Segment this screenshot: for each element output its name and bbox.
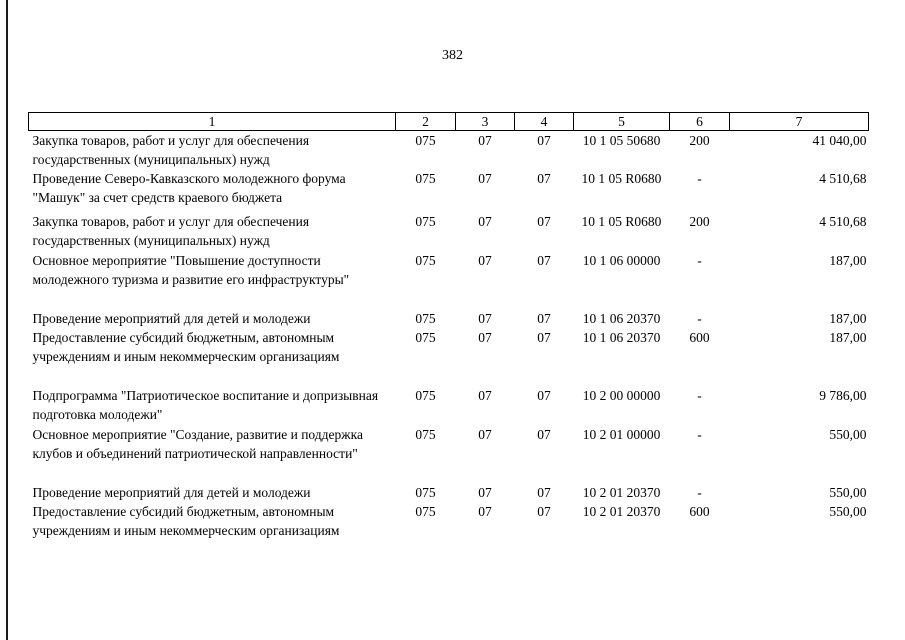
row-vr: - <box>697 388 702 403</box>
row-name: Предоставление субсидий бюджетным, автономным учреждениям и иным некоммерческим организациям <box>32 504 340 538</box>
row-ved: 075 <box>415 253 436 268</box>
row-name: Проведение Северо-Кавказского молодежного форума "Машук" за счет средств краевого бюджета <box>32 171 346 205</box>
row-sum: 187,00 <box>829 330 867 345</box>
row-vr: - <box>697 427 702 442</box>
row-rz: 07 <box>478 504 492 519</box>
table-row <box>29 251 869 309</box>
row-ved: 075 <box>415 214 436 229</box>
row-ved: 075 <box>415 133 436 148</box>
column-header-6: 6 <box>670 113 730 131</box>
column-header-4: 4 <box>515 113 574 131</box>
row-rz: 07 <box>478 253 492 268</box>
row-ved: 075 <box>415 388 436 403</box>
column-header-1: 1 <box>29 113 396 131</box>
row-csr: 10 1 06 00000 <box>582 253 661 268</box>
header-row <box>29 113 869 131</box>
row-name: Закупка товаров, работ и услуг для обеспечения государственных (муниципальных) нужд <box>32 133 310 167</box>
row-ved: 075 <box>415 330 436 345</box>
table-row <box>29 328 869 386</box>
row-sum: 187,00 <box>829 311 867 326</box>
row-sum: 41 040,00 <box>812 133 867 148</box>
row-rz: 07 <box>478 485 492 500</box>
column-header-5: 5 <box>574 113 670 131</box>
row-pr: 07 <box>537 133 551 148</box>
table-row <box>29 169 869 212</box>
row-sum: 187,00 <box>829 253 867 268</box>
table-row <box>29 309 869 328</box>
row-csr: 10 1 05 R0680 <box>581 171 662 186</box>
table-row <box>29 386 869 425</box>
row-csr: 10 1 05 50680 <box>582 133 661 148</box>
row-pr: 07 <box>537 504 551 519</box>
row-rz: 07 <box>478 214 492 229</box>
row-ved: 075 <box>415 504 436 519</box>
table-row <box>29 502 869 540</box>
row-name: Предоставление субсидий бюджетным, автономным учреждениям и иным некоммерческим организациям <box>32 330 340 364</box>
row-sum: 550,00 <box>829 504 867 519</box>
table-row <box>29 425 869 483</box>
row-vr: - <box>697 171 702 186</box>
row-rz: 07 <box>478 388 492 403</box>
row-rz: 07 <box>478 330 492 345</box>
row-rz: 07 <box>478 171 492 186</box>
page-number: 382 <box>442 48 463 63</box>
row-csr: 10 1 06 20370 <box>582 330 661 345</box>
row-sum: 550,00 <box>829 485 867 500</box>
row-csr: 10 2 01 20370 <box>582 504 661 519</box>
row-pr: 07 <box>537 330 551 345</box>
row-sum: 4 510,68 <box>819 214 867 229</box>
row-vr: - <box>697 485 702 500</box>
row-rz: 07 <box>478 427 492 442</box>
row-vr: - <box>697 311 702 326</box>
row-pr: 07 <box>537 485 551 500</box>
column-header-3: 3 <box>456 113 515 131</box>
row-ved: 075 <box>415 427 436 442</box>
row-csr: 10 2 00 00000 <box>582 388 661 403</box>
row-sum: 550,00 <box>829 427 867 442</box>
row-vr: 600 <box>689 504 710 519</box>
row-pr: 07 <box>537 388 551 403</box>
row-sum: 4 510,68 <box>819 171 867 186</box>
row-csr: 10 2 01 20370 <box>582 485 661 500</box>
row-pr: 07 <box>537 214 551 229</box>
row-name: Закупка товаров, работ и услуг для обеспечения государственных (муниципальных) нужд <box>32 214 310 248</box>
row-pr: 07 <box>537 427 551 442</box>
table-row <box>29 131 869 170</box>
budget-table <box>28 112 869 540</box>
table-row <box>29 212 869 251</box>
row-ved: 075 <box>415 171 436 186</box>
row-pr: 07 <box>537 311 551 326</box>
row-ved: 075 <box>415 485 436 500</box>
row-name: Основное мероприятие "Повышение доступности молодежного туризма и развитие его инфраструктуры" <box>32 253 350 287</box>
row-vr: 200 <box>689 133 710 148</box>
row-vr: 600 <box>689 330 710 345</box>
table-row <box>29 483 869 502</box>
row-pr: 07 <box>537 253 551 268</box>
row-name: Основное мероприятие "Создание, развитие и поддержка клубов и объединений патриотической направленности" <box>32 427 363 461</box>
row-rz: 07 <box>478 133 492 148</box>
row-sum: 9 786,00 <box>819 388 867 403</box>
row-name: Проведение мероприятий для детей и молодежи <box>32 311 311 326</box>
row-csr: 10 2 01 00000 <box>582 427 661 442</box>
row-vr: 200 <box>689 214 710 229</box>
row-csr: 10 1 06 20370 <box>582 311 661 326</box>
row-vr: - <box>697 253 702 268</box>
row-pr: 07 <box>537 171 551 186</box>
row-name: Подпрограмма "Патриотическое воспитание и допризывная подготовка молодежи" <box>32 388 379 422</box>
row-rz: 07 <box>478 311 492 326</box>
column-header-2: 2 <box>396 113 456 131</box>
row-name: Проведение мероприятий для детей и молодежи <box>32 485 311 500</box>
column-header-7: 7 <box>730 113 869 131</box>
row-ved: 075 <box>415 311 436 326</box>
row-csr: 10 1 05 R0680 <box>581 214 662 229</box>
page-edge-rule <box>6 0 8 640</box>
